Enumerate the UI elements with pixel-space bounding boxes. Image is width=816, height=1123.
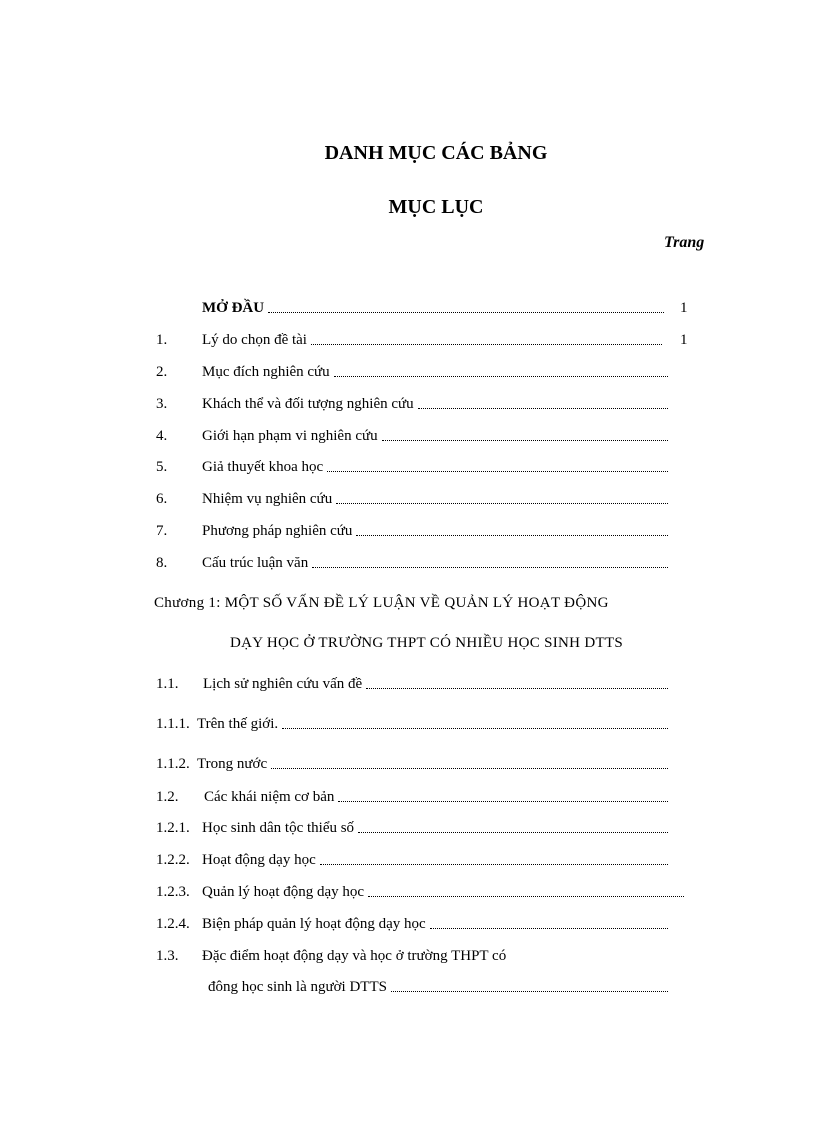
toc-entry bbox=[156, 913, 676, 935]
toc-entry bbox=[156, 361, 676, 383]
toc-title: Cấu trúc luận văn bbox=[202, 555, 309, 571]
toc-number: 1.2.4. bbox=[156, 916, 190, 932]
toc-number: 1.2.1. bbox=[156, 820, 190, 836]
toc-title: Các khái niệm cơ bản bbox=[204, 789, 335, 805]
toc-number: 1.1. bbox=[156, 676, 179, 692]
toc-title: Hoạt động dạy học bbox=[202, 852, 316, 868]
toc-title: Lý do chọn đề tài bbox=[202, 332, 307, 348]
dot-leader bbox=[368, 896, 684, 897]
dot-leader bbox=[311, 344, 662, 345]
list-of-tables-heading: DANH MỤC CÁC BẢNG bbox=[324, 142, 548, 164]
toc-number: 5. bbox=[156, 459, 168, 475]
toc-number: 6. bbox=[156, 491, 168, 507]
toc-number: 1.2. bbox=[156, 789, 179, 805]
toc-title: Đặc điểm hoạt động dạy và học ở trường THPT có bbox=[202, 948, 507, 964]
toc-number: 7. bbox=[156, 523, 168, 539]
toc-number: 2. bbox=[156, 364, 168, 380]
toc-number: 1.1.1. bbox=[156, 716, 190, 732]
toc-title: Khách thể và đối tượng nghiên cứu bbox=[202, 396, 414, 412]
table-of-contents-heading: MỤC LỤC bbox=[388, 196, 484, 218]
toc-title: Biện pháp quản lý hoạt động dạy học bbox=[202, 916, 426, 932]
toc-number: 1.2.3. bbox=[156, 884, 190, 900]
toc-entry bbox=[156, 849, 676, 871]
dot-leader bbox=[358, 832, 668, 833]
dot-leader bbox=[271, 768, 668, 769]
toc-entry bbox=[156, 329, 696, 351]
toc-title: Nhiệm vụ nghiên cứu bbox=[202, 491, 333, 507]
toc-title: Học sinh dân tộc thiểu số bbox=[202, 820, 355, 836]
toc-entry bbox=[156, 945, 676, 967]
page-column-label: Trang bbox=[664, 234, 705, 251]
toc-entry bbox=[156, 393, 676, 415]
toc-entry bbox=[156, 753, 676, 775]
dot-leader bbox=[356, 535, 668, 536]
dot-leader bbox=[382, 440, 668, 441]
toc-number: 8. bbox=[156, 555, 168, 571]
toc-entry bbox=[156, 817, 676, 839]
toc-entry bbox=[156, 520, 676, 542]
dot-leader bbox=[282, 728, 668, 729]
toc-number: 1.2.2. bbox=[156, 852, 190, 868]
toc-title: đông học sinh là người DTTS bbox=[208, 979, 387, 995]
toc-title: Trên thế giới. bbox=[197, 716, 279, 732]
toc-entry bbox=[156, 881, 686, 903]
toc-title: MỞ ĐẦU bbox=[202, 300, 265, 316]
toc-number: 3. bbox=[156, 396, 168, 412]
toc-entry bbox=[156, 456, 676, 478]
toc-title: Giới hạn phạm vi nghiên cứu bbox=[202, 428, 378, 444]
toc-title: Trong nước bbox=[197, 756, 268, 772]
toc-number: 1. bbox=[156, 332, 168, 348]
toc-page: 1 bbox=[680, 300, 688, 316]
dot-leader bbox=[430, 928, 668, 929]
dot-leader bbox=[338, 801, 668, 802]
toc-title: Giả thuyết khoa học bbox=[202, 459, 324, 475]
dot-leader bbox=[327, 471, 668, 472]
toc-title: Mục đích nghiên cứu bbox=[202, 364, 330, 380]
toc-entry bbox=[156, 673, 676, 695]
dot-leader bbox=[336, 503, 668, 504]
toc-title: Lịch sử nghiên cứu vấn đề bbox=[203, 676, 363, 692]
toc-title: Phương pháp nghiên cứu bbox=[202, 523, 353, 539]
toc-entry-continuation bbox=[156, 976, 676, 998]
dot-leader bbox=[312, 567, 668, 568]
dot-leader bbox=[268, 312, 664, 313]
toc-number: 1.3. bbox=[156, 948, 179, 964]
dot-leader bbox=[334, 376, 668, 377]
chapter-1-title-line2: DẠY HỌC Ở TRƯỜNG THPT CÓ NHIỀU HỌC SINH DTTS bbox=[230, 635, 624, 651]
dot-leader bbox=[418, 408, 668, 409]
toc-entry-intro bbox=[156, 297, 696, 319]
dot-leader bbox=[320, 864, 668, 865]
toc-entry bbox=[156, 552, 676, 574]
dot-leader bbox=[366, 688, 668, 689]
toc-entry bbox=[156, 713, 676, 735]
toc-number: 4. bbox=[156, 428, 168, 444]
toc-entry bbox=[156, 786, 676, 808]
toc-page: 1 bbox=[680, 332, 688, 348]
toc-number: 1.1.2. bbox=[156, 756, 190, 772]
toc-title: Quản lý hoạt động dạy học bbox=[202, 884, 365, 900]
dot-leader bbox=[391, 991, 668, 992]
toc-entry bbox=[156, 425, 676, 447]
chapter-1-title-line1: Chương 1: MỘT SỐ VẤN ĐỀ LÝ LUẬN VỀ QUẢN LÝ HOẠT ĐỘNG bbox=[154, 595, 609, 611]
toc-entry bbox=[156, 488, 676, 510]
